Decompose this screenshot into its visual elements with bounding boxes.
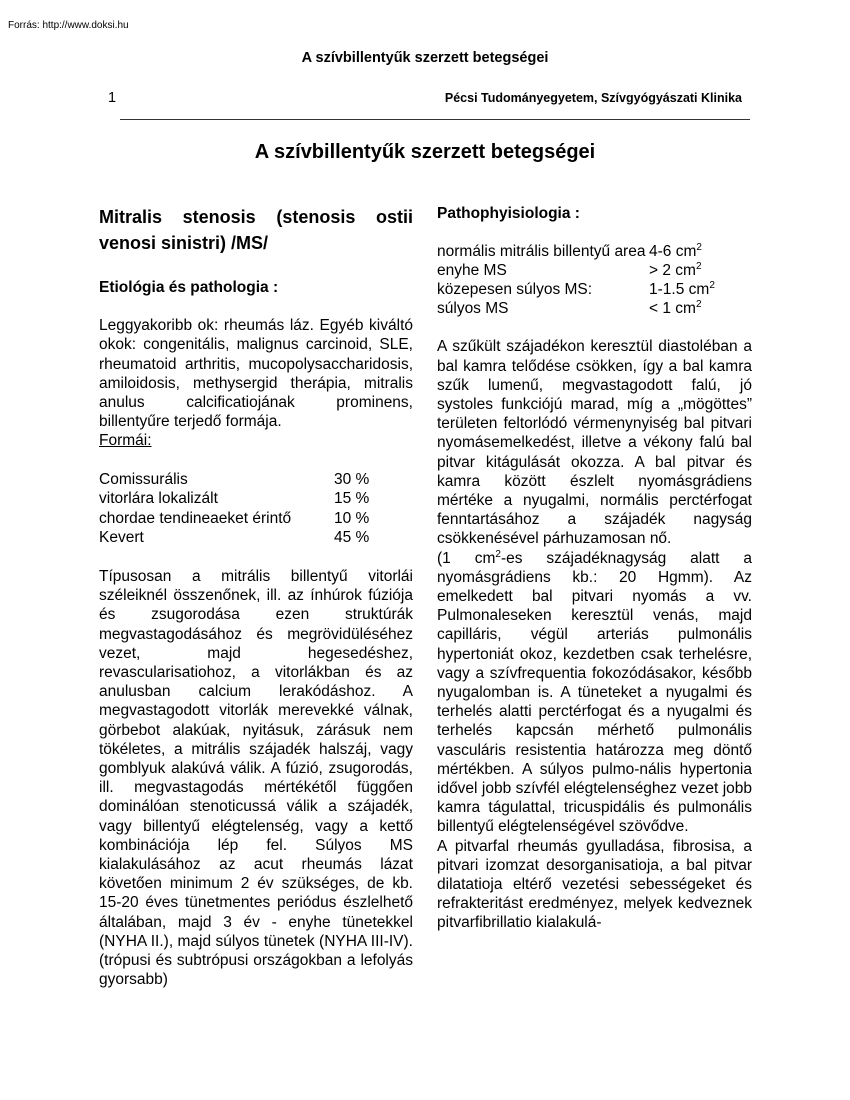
severity-label: enyhe MS (437, 262, 507, 279)
valve-area-table (437, 243, 737, 318)
running-header-title: A szívbillentyűk szerzett betegségei (301, 50, 549, 66)
atrial-paragraph: A pitvarfal rheumás gyulladása, fibrosisa, a pitvari izomzat desorganisatioja, a bal pitvar dilatatioja eltérő vezetési sebességeket és refrakteritást eredményez, melyek kedveznek pitvarfibrillatio kialakulá- (437, 837, 752, 932)
area-value: < 1 $cm^2$ (649, 298, 702, 317)
right-column (437, 204, 752, 933)
forms-label: Formái: (99, 432, 152, 450)
hemodynamics-paragraph: A szűkült szájadékon keresztül diastoléban a bal kamra telődése csökken, így a bal kamra szűk lumenű, megvastagodott falú, jó systoles funkciójú marad, míg a „mögöttes” területen feltorlódó vérmenynyiség bal pitvari nyomásemelkedést, illetve a vékony falú bal pitvar kitágulását okozza. A bal pitvar és kamra között észlelt nyomásgrádiens mértéke a nyugalmi, normális perctérfogat fenntartásához a szájadék nagyság csökkenésével párhuzamosan nő. (437, 338, 752, 548)
table-row (437, 281, 737, 300)
subheading-pathophysiologia: Pathophyisiologia : (437, 205, 580, 222)
form-name: Kevert (99, 529, 144, 547)
form-name: chordae tendineaeket érintő (99, 509, 292, 527)
table-row (437, 243, 737, 262)
forms-table (99, 470, 389, 548)
table-row (99, 489, 389, 509)
subheading-etiologia: Etiológia és pathologia : (99, 279, 279, 296)
table-row (437, 262, 737, 281)
pathology-paragraph: Típusosan a mitrális billentyű vitorlái széleiknél összenőnek, ill. az ínhúrok fúziója és zsugorodása ezen struktúrák megvastagodásához és megrövidüléséhez vezet, majd hegesedéshez, revascularisatiohoz, a vitorlákban és az anulusban calcium lerakódáshoz. A megvastagodott vitorlák merevekké válnak, görbebot alakúak, nyitásuk, zárásuk nem tökéletes, a mitrális szájadék halszáj, vagy gomblyuk alakúvá válik. A fúzió, zsugorodás, ill. megvastagodás mértékétől függően dominálóan stenoticussá válik a szájadék, vagy billentyű elégtelenség, vagy a kettő kombinációja lép fel. Súlyos MS kialakulásához az acut rheumás lázat követően minimum 2 év szükséges, de kb. 15-20 éves tünetmentes periódus észlelhető általában, majd 3 év - enyhe tünetekkel (NYHA II.), majd súlyos tünetek (NYHA III-IV). (trópusi és subtrópusi országokban a lefolyás gyorsabb) (99, 568, 413, 989)
table-row (99, 528, 389, 548)
area-value: > 2 $cm^2$ (649, 260, 702, 279)
severity-label: normális mitrális billentyű area (437, 243, 646, 261)
severity-label: közepesen súlyos MS: (437, 280, 593, 298)
form-percent: 10 % (334, 509, 370, 527)
form-percent: 15 % (334, 490, 370, 508)
form-name: vitorlára lokalizált (99, 490, 218, 508)
section-heading-mitralis-stenosis: Mitralis stenosis (stenosis ostii venosi sinistri) /MS/ (99, 207, 413, 253)
table-row (99, 509, 389, 529)
header-divider (120, 119, 750, 120)
form-name: Comissurális (99, 470, 188, 488)
area-value: 4-6 $cm^2$ (649, 242, 702, 261)
etiologia-paragraph: Leggyakoribb ok: rheumás láz. Egyéb kiváltó okok: congenitális, malignus carcinoid, SLE, rheumatoid arthritis, mucopolysaccharidosis, amiloidosis, methysergid therápia, mitralis anulus calcificatiojának prominens, billentyűre terjedő formája. (99, 317, 413, 431)
page-title: A szívbillentyűk szerzett betegségei (254, 141, 596, 163)
severity-label: súlyos MS (437, 299, 509, 317)
page-number: 1 (108, 90, 117, 106)
table-row (437, 300, 737, 319)
area-value: 1-1.5 $cm^2$ (649, 279, 715, 298)
source-line: Forrás: http://www.doksi.hu (8, 20, 129, 31)
form-percent: 30 % (334, 470, 370, 488)
form-percent: 45 % (334, 529, 370, 547)
institution-name: Pécsi Tudományegyetem, Szívgyógyászati Klinika (444, 91, 742, 105)
left-column (99, 204, 413, 989)
pressure-gradient-paragraph: (1 $cm^2-es$ szájadéknagyság alatt a nyomásgrádiens kb.: 20 Hgmm). Az emelkedett bal pitvari nyomás a vv. Pulmonaleseken keresztül venás, majd capilláris, végül arteriás pulmonális hypertoniát okoz, kezdetben csak terhelésre, vagy a szívfrequentia fokozódásakor, később nyugalomban is. A tüneteket a nyugalmi és terhelés alatti perctérfogat és a nyugalmi és terhelés kapcsán mérhető pulmonális vasculáris resistentia határozza meg döntő mértékben. A súlyos pulmo-nális hypertonia idővel jobb szívfél elégtelenséghez vezet jobb kamra tágulattal, tricuspidális és pulmonális billentyű elégtelenségével szövődve. (437, 548, 752, 836)
table-row (99, 470, 389, 490)
